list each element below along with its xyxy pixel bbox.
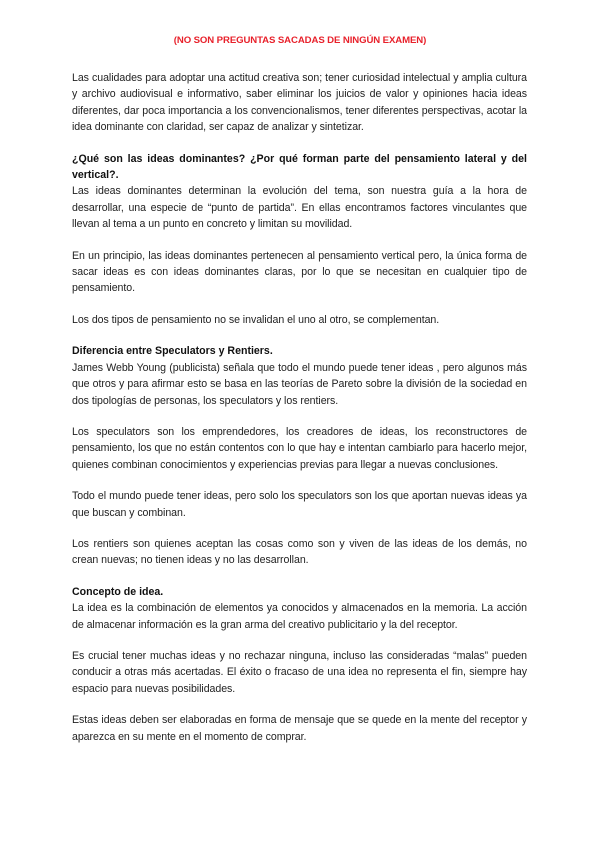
document-title: (NO SON PREGUNTAS SACADAS DE NINGÚN EXAMEN) bbox=[173, 35, 427, 46]
document-body bbox=[72, 70, 527, 760]
section-ideas-dominantes bbox=[72, 151, 527, 329]
section-paragraph: Las ideas dominantes determinan la evolución del tema, son nuestra guía a la hora de desarrollar, una especie de “punto de partida”. En ellas encontramos factores vinculantes que llevan al tema a un punto en concreto y limitan su movilidad. bbox=[72, 185, 527, 231]
section-paragraph: Los rentiers son quienes aceptan las cosas como son y viven de las ideas de los demás, no crean nuevas; no tienen ideas y no las desarrollan. bbox=[72, 537, 527, 567]
intro-paragraph: Las cualidades para adoptar una actitud creativa son; tener curiosidad intelectual y amplia cultura y archivo audiovisual e informativo, saber eliminar los juicios de valor y opiniones hacia ideas diferentes, dar poca importancia a los convencionalismos, tener diferentes perspectivas, acotar la idea dominante con claridad, ser capaz de analizar y sintetizar. bbox=[72, 72, 527, 134]
section-paragraph: En un principio, las ideas dominantes pertenecen al pensamiento vertical pero, la única forma de sacar ideas es con ideas dominantes claras, por lo que se necesitan en cualquier tipo de pensamiento. bbox=[72, 249, 527, 295]
section-paragraph: Es crucial tener muchas ideas y no rechazar ninguna, incluso las consideradas “malas” pueden conducir a otras más acertadas. El éxito o fracaso de una idea no representa el fin, siempre hay espacio para nuevas posibilidades. bbox=[72, 649, 527, 695]
section-paragraph: Todo el mundo puede tener ideas, pero solo los speculators son los que aportan nuevas ideas ya que buscan y combinan. bbox=[72, 490, 527, 519]
section-paragraph: Estas ideas deben ser elaboradas en forma de mensaje que se quede en la mente del receptor y aparezca en su mente en el momento de comprar. bbox=[72, 714, 527, 743]
section-paragraph: Los dos tipos de pensamiento no se invalidan el uno al otro, se complementan. bbox=[72, 313, 440, 326]
section-paragraph: La idea es la combinación de elementos ya conocidos y almacenados en la memoria. La acción de almacenar información es la gran arma del creativo publicitario y la del receptor. bbox=[72, 602, 527, 631]
section-speculators-rentiers bbox=[72, 343, 527, 568]
section-concepto-idea bbox=[72, 584, 527, 745]
section-heading: Concepto de idea. bbox=[72, 585, 164, 598]
section-paragraph: Los speculators son los emprendedores, los creadores de ideas, los reconstructores de pensamiento, los que no están contentos con lo que hay e intentan cambiarlo para hacerlo mejor, quienes combinan conocimientos y experiencias previas para llegar a nuevas conclusiones. bbox=[72, 425, 527, 471]
section-paragraph: James Webb Young (publicista) señala que todo el mundo puede tener ideas , pero algunos más que otros y para afirmar esto se basa en las teorías de Pareto sobre la división de la sociedad en dos tipologías de personas, los speculators y los rentiers. bbox=[72, 361, 527, 407]
section-heading: ¿Qué son las ideas dominantes? ¿Por qué forman parte del pensamiento lateral y del vertical?. bbox=[72, 152, 527, 182]
section-heading: Diferencia entre Speculators y Rentiers. bbox=[72, 345, 273, 358]
